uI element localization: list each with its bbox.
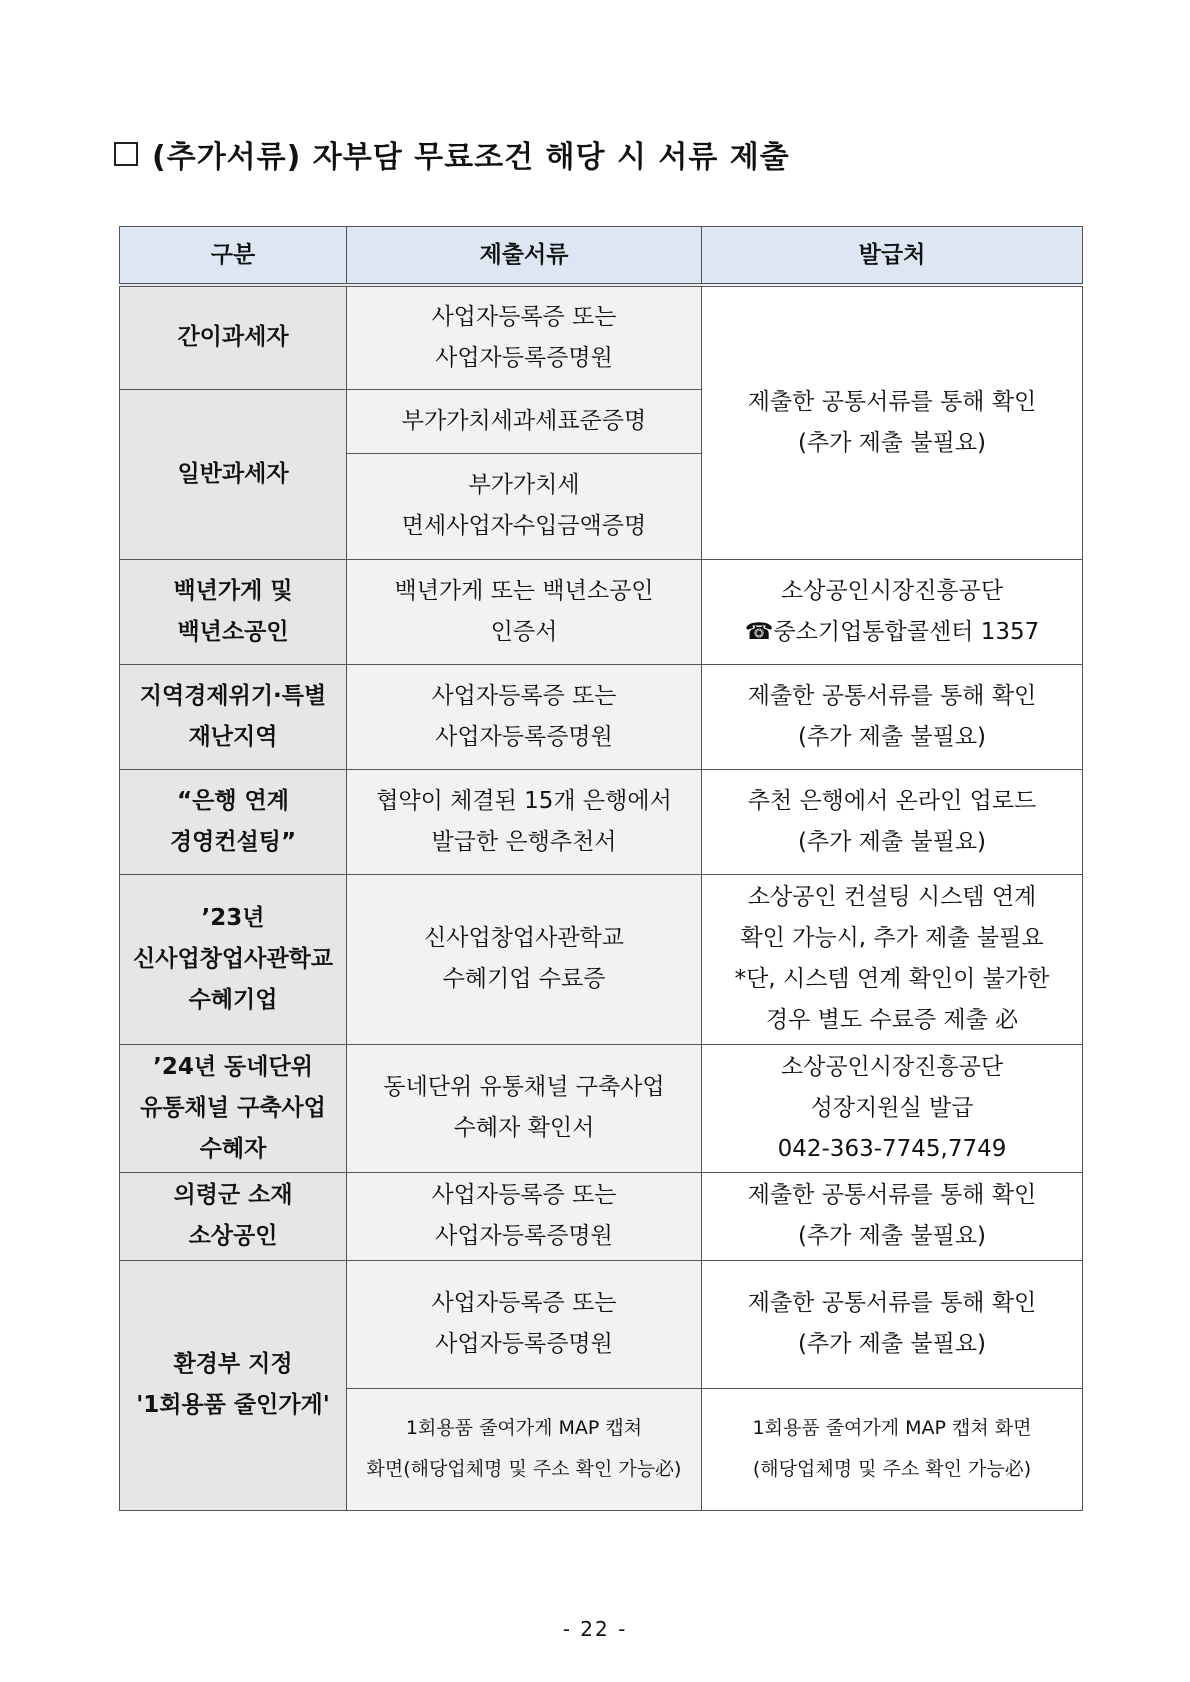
table-row	[120, 285, 1083, 389]
section-heading-text: (추가서류) 자부담 무료조건 해당 시 서류 제출	[152, 140, 790, 175]
category-cell: ’24년 동네단위 유통채널 구축사업 수혜자	[120, 1044, 347, 1172]
table-row	[120, 769, 1083, 874]
issuer-cell: 소상공인시장진흥공단 성장지원실 발급 042-363-7745,7749	[702, 1044, 1083, 1172]
header-category: 구분	[120, 227, 347, 286]
document-cell: 백년가게 또는 백년소공인 인증서	[347, 559, 702, 664]
empty-square-icon	[114, 142, 138, 166]
document-cell: 1회용품 줄여가게 MAP 캡쳐 화면(해당업체명 및 주소 확인 가능必)	[347, 1388, 702, 1510]
issuer-cell: 제출한 공통서류를 통해 확인 (추가 제출 불필요)	[702, 664, 1083, 769]
document-cell: 신사업창업사관학교 수혜기업 수료증	[347, 874, 702, 1044]
category-cell: 일반과세자	[120, 389, 347, 559]
table-row	[120, 559, 1083, 664]
header-documents: 제출서류	[347, 227, 702, 286]
table-row	[120, 874, 1083, 1044]
issuer-cell: 제출한 공통서류를 통해 확인 (추가 제출 불필요)	[702, 285, 1083, 559]
document-cell: 동네단위 유통채널 구축사업 수혜자 확인서	[347, 1044, 702, 1172]
document-cell: 사업자등록증 또는 사업자등록증명원	[347, 1260, 702, 1388]
category-cell: ’23년 신사업창업사관학교 수혜기업	[120, 874, 347, 1044]
table-row	[120, 1172, 1083, 1260]
category-cell: 지역경제위기·특별 재난지역	[120, 664, 347, 769]
table-header-row	[120, 227, 1083, 286]
issuer-cell: 제출한 공통서류를 통해 확인 (추가 제출 불필요)	[702, 1172, 1083, 1260]
issuer-cell: 제출한 공통서류를 통해 확인 (추가 제출 불필요)	[702, 1260, 1083, 1388]
issuer-cell: 소상공인 컨설팅 시스템 연계 확인 가능시, 추가 제출 불필요 *단, 시스템 연계 확인이 불가한 경우 별도 수료증 제출 必	[702, 874, 1083, 1044]
category-cell: 의령군 소재 소상공인	[120, 1172, 347, 1260]
table-row	[120, 1044, 1083, 1172]
document-cell: 부가가치세 면세사업자수입금액증명	[347, 453, 702, 559]
category-cell: 간이과세자	[120, 285, 347, 389]
document-cell: 사업자등록증 또는 사업자등록증명원	[347, 285, 702, 389]
category-cell: “은행 연계 경영컨설팅”	[120, 769, 347, 874]
category-cell: 환경부 지정 '1회용품 줄인가게'	[120, 1260, 347, 1510]
page-number: - 22 -	[562, 1617, 628, 1641]
submission-documents-table	[119, 226, 1083, 1511]
issuer-cell: 소상공인시장진흥공단 ☎중소기업통합콜센터 1357	[702, 559, 1083, 664]
category-cell: 백년가게 및 백년소공인	[120, 559, 347, 664]
document-cell: 사업자등록증 또는 사업자등록증명원	[347, 1172, 702, 1260]
document-cell: 부가가치세과세표준증명	[347, 389, 702, 453]
document-cell: 협약이 체결된 15개 은행에서 발급한 은행추천서	[347, 769, 702, 874]
document-cell: 사업자등록증 또는 사업자등록증명원	[347, 664, 702, 769]
issuer-cell: 추천 은행에서 온라인 업로드 (추가 제출 불필요)	[702, 769, 1083, 874]
table-row	[120, 1260, 1083, 1388]
issuer-cell: 1회용품 줄여가게 MAP 캡쳐 화면 (해당업체명 및 주소 확인 가능必)	[702, 1388, 1083, 1510]
section-heading	[114, 132, 790, 176]
header-issuer: 발급처	[702, 227, 1083, 286]
table-row	[120, 664, 1083, 769]
